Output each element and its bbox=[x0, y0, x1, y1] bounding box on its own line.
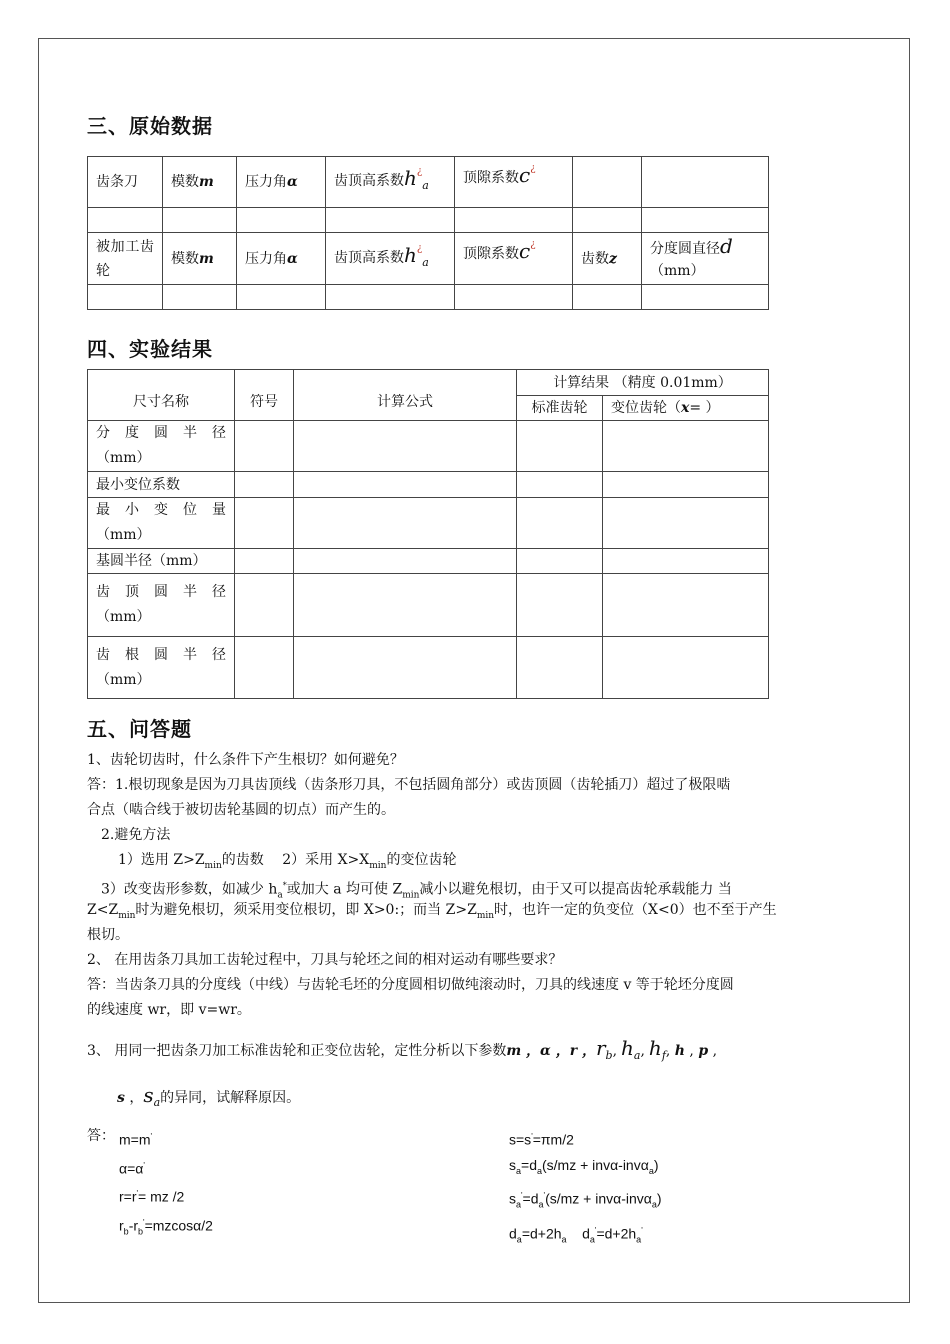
symbol-h: h bbox=[404, 166, 417, 191]
answer-2-line-1: 答：当齿条刀具的分度线（中线）与齿轮毛坯的分度圆相切做纯滚动时，刀具的线速度 v 等于轮坯分度圆 bbox=[87, 977, 734, 993]
input-cell[interactable] bbox=[237, 285, 326, 310]
formula: m=m' bbox=[119, 1131, 153, 1148]
header-modified-gear: 变位齿轮（x= ） bbox=[603, 396, 769, 421]
answer-1-line-1: 答：1.根切现象是因为刀具齿顶线（齿条形刀具，不包括圆角部分）或齿顶圆（齿轮插刀）超过了极限啮 bbox=[87, 777, 731, 793]
input-cell[interactable] bbox=[326, 208, 455, 233]
input-cell[interactable] bbox=[235, 549, 294, 574]
header-formula: 计算公式 bbox=[294, 370, 517, 421]
input-cell[interactable] bbox=[235, 421, 294, 472]
question-3-line-1: 3、 用同一把齿条刀加工标准齿轮和正变位齿轮，定性分析以下参数m ，α ，r ，$r_b$, $h_a$, $h_f$, h , p , bbox=[87, 1036, 718, 1062]
table-row bbox=[88, 637, 769, 699]
table-row bbox=[88, 208, 769, 233]
input-cell[interactable] bbox=[603, 472, 769, 498]
table-row bbox=[88, 498, 769, 549]
input-cell[interactable] bbox=[235, 472, 294, 498]
input-cell[interactable] bbox=[603, 574, 769, 637]
input-cell[interactable] bbox=[294, 549, 517, 574]
section-title-raw-data: 三、原始数据 bbox=[87, 114, 213, 138]
input-cell[interactable] bbox=[603, 421, 769, 472]
cell-clearance-coef: 顶隙系数c¿ bbox=[455, 233, 573, 285]
input-cell[interactable] bbox=[517, 472, 603, 498]
section-title-qa: 五、问答题 bbox=[87, 717, 192, 741]
cell-module: 模数m bbox=[163, 157, 237, 208]
row-label-pitch-radius: 分度圆半径 （mm） bbox=[88, 421, 235, 472]
question-1: 1、齿轮切齿时，什么条件下产生根切？如何避免？ bbox=[87, 752, 404, 768]
question-2: 2、 在用齿条刀具加工齿轮过程中，刀具与轮坯之间的相对运动有哪些要求？ bbox=[87, 952, 563, 968]
input-cell[interactable] bbox=[294, 472, 517, 498]
input-cell[interactable] bbox=[603, 637, 769, 699]
header-standard-gear: 标准齿轮 bbox=[517, 396, 603, 421]
input-cell[interactable] bbox=[294, 637, 517, 699]
cell-rack-cutter: 齿条刀 bbox=[88, 157, 163, 208]
table-row bbox=[88, 574, 769, 637]
formula: $r_b-r_b'=mzcos\alpha/2$ bbox=[119, 1217, 213, 1237]
cell-addendum-coef: 齿顶高系数$h^¿_a$ bbox=[326, 157, 455, 208]
row-label-base-radius: 基圆半径（mm） bbox=[88, 549, 235, 574]
answer-1-line-4: 1）选用 $Z>Z_{min}$的齿数 2）采用 $X>X_{min}$的变位齿轮 bbox=[118, 852, 457, 871]
input-cell[interactable] bbox=[455, 208, 573, 233]
symbol-m: m bbox=[199, 174, 214, 190]
symbol-z: z bbox=[609, 250, 617, 267]
formula: $s_a=d_a(s/mz + inv\alpha-inv\alpha_a)$ bbox=[509, 1156, 659, 1176]
results-table bbox=[87, 369, 769, 699]
row-label-min-shift: 最小变位量 （mm） bbox=[88, 498, 235, 549]
answer-3-left-col bbox=[119, 1124, 213, 1244]
formula: r=r'= mz /2 bbox=[119, 1188, 185, 1205]
input-cell[interactable] bbox=[642, 208, 769, 233]
cell-teeth-count: 齿数z bbox=[573, 233, 642, 285]
input-cell[interactable] bbox=[517, 421, 603, 472]
answer-1-line-3: 2.避免方法 bbox=[101, 827, 171, 843]
table-row bbox=[88, 233, 769, 285]
formula: α=α' bbox=[119, 1160, 145, 1177]
header-calc-result: 计算结果 （精度 0.01mm） bbox=[517, 370, 769, 396]
input-cell[interactable] bbox=[603, 549, 769, 574]
input-cell[interactable] bbox=[642, 285, 769, 310]
table-header-row bbox=[88, 370, 769, 396]
answer-3-right-col bbox=[509, 1124, 662, 1252]
header-symbol: 符号 bbox=[235, 370, 294, 421]
input-cell[interactable] bbox=[88, 285, 163, 310]
answer-1-line-5: 3）改变齿形参数，如减少 $h_a^*$或加大 a 均可使 $Z_{min}$减小以避免根切，由于又可以提高齿轮承载能力 当 bbox=[101, 881, 732, 901]
input-cell[interactable] bbox=[573, 285, 642, 310]
asterisk-mark: ¿ bbox=[416, 166, 423, 178]
cell-addendum-coef: 齿顶高系数$h^¿_a$ bbox=[326, 233, 455, 285]
input-cell[interactable] bbox=[237, 208, 326, 233]
input-cell[interactable] bbox=[517, 637, 603, 699]
symbol-d: d bbox=[720, 234, 733, 258]
answer-1-line-2: 合点（啮合线于被切齿轮基圆的切点）而产生的。 bbox=[87, 802, 395, 818]
formula: $d_a=d+2h_a$ $d_a'=d+2h_a'$ bbox=[509, 1225, 643, 1245]
cell-clearance-coef: 顶隙系数c¿ bbox=[455, 157, 573, 208]
input-cell[interactable] bbox=[517, 498, 603, 549]
formula: s=s'=πm/2 bbox=[509, 1131, 574, 1148]
input-cell[interactable] bbox=[235, 498, 294, 549]
cell-pressure-angle: 压力角α bbox=[237, 233, 326, 285]
header-dimension-name: 尺寸名称 bbox=[88, 370, 235, 421]
input-cell[interactable] bbox=[294, 574, 517, 637]
table-row bbox=[88, 549, 769, 574]
input-cell[interactable] bbox=[517, 549, 603, 574]
input-cell[interactable] bbox=[294, 421, 517, 472]
input-cell[interactable] bbox=[163, 208, 237, 233]
raw-data-table bbox=[87, 156, 769, 310]
input-cell[interactable] bbox=[455, 285, 573, 310]
answer-1-line-7: 根切。 bbox=[87, 927, 129, 943]
formula: $s_a'=d_a'(s/mz + inv\alpha-inv\alpha_a)$ bbox=[509, 1191, 662, 1210]
section-title-results: 四、实验结果 bbox=[87, 337, 213, 361]
param-list: m ，α ，r ， bbox=[506, 1043, 596, 1059]
input-cell[interactable] bbox=[88, 208, 163, 233]
cell-pitch-diameter: 分度圆直径d （mm） bbox=[642, 233, 769, 285]
cell-pressure-angle: 压力角α bbox=[237, 157, 326, 208]
question-3-line-2: s ，$s_a$的异同，试解释原因。 bbox=[117, 1083, 301, 1109]
row-label-tip-radius: 齿顶圆半径 （mm） bbox=[88, 574, 235, 637]
cell-empty[interactable] bbox=[573, 157, 642, 208]
symbol-alpha: α bbox=[287, 174, 298, 190]
symbol-c: c bbox=[519, 163, 531, 187]
input-cell[interactable] bbox=[235, 637, 294, 699]
input-cell[interactable] bbox=[235, 574, 294, 637]
answer-2-line-2: 的线速度 wr，即 v=wr。 bbox=[87, 1002, 251, 1018]
table-row bbox=[88, 157, 769, 208]
input-cell[interactable] bbox=[294, 498, 517, 549]
input-cell[interactable] bbox=[603, 498, 769, 549]
answer-1-line-6: $Z<Z_{min}$时为避免根切，须采用变位根切，即 X>0:；而当 $Z>Z_{min}$时，也许一定的负变位（X<0）也不至于产生 bbox=[87, 902, 777, 921]
cell-module: 模数m bbox=[163, 233, 237, 285]
input-cell[interactable] bbox=[517, 574, 603, 637]
cell-machined-gear: 被加工齿轮 bbox=[88, 233, 163, 285]
table-row bbox=[88, 285, 769, 310]
input-cell[interactable] bbox=[326, 285, 455, 310]
input-cell[interactable] bbox=[163, 285, 237, 310]
answer-3-label: 答： bbox=[87, 1128, 115, 1144]
row-label-root-radius: 齿根圆半径 （mm） bbox=[88, 637, 235, 699]
input-cell[interactable] bbox=[573, 208, 642, 233]
row-label-min-shift-coef: 最小变位系数 bbox=[88, 472, 235, 498]
table-row bbox=[88, 472, 769, 498]
cell-empty[interactable] bbox=[642, 157, 769, 208]
table-row bbox=[88, 421, 769, 472]
